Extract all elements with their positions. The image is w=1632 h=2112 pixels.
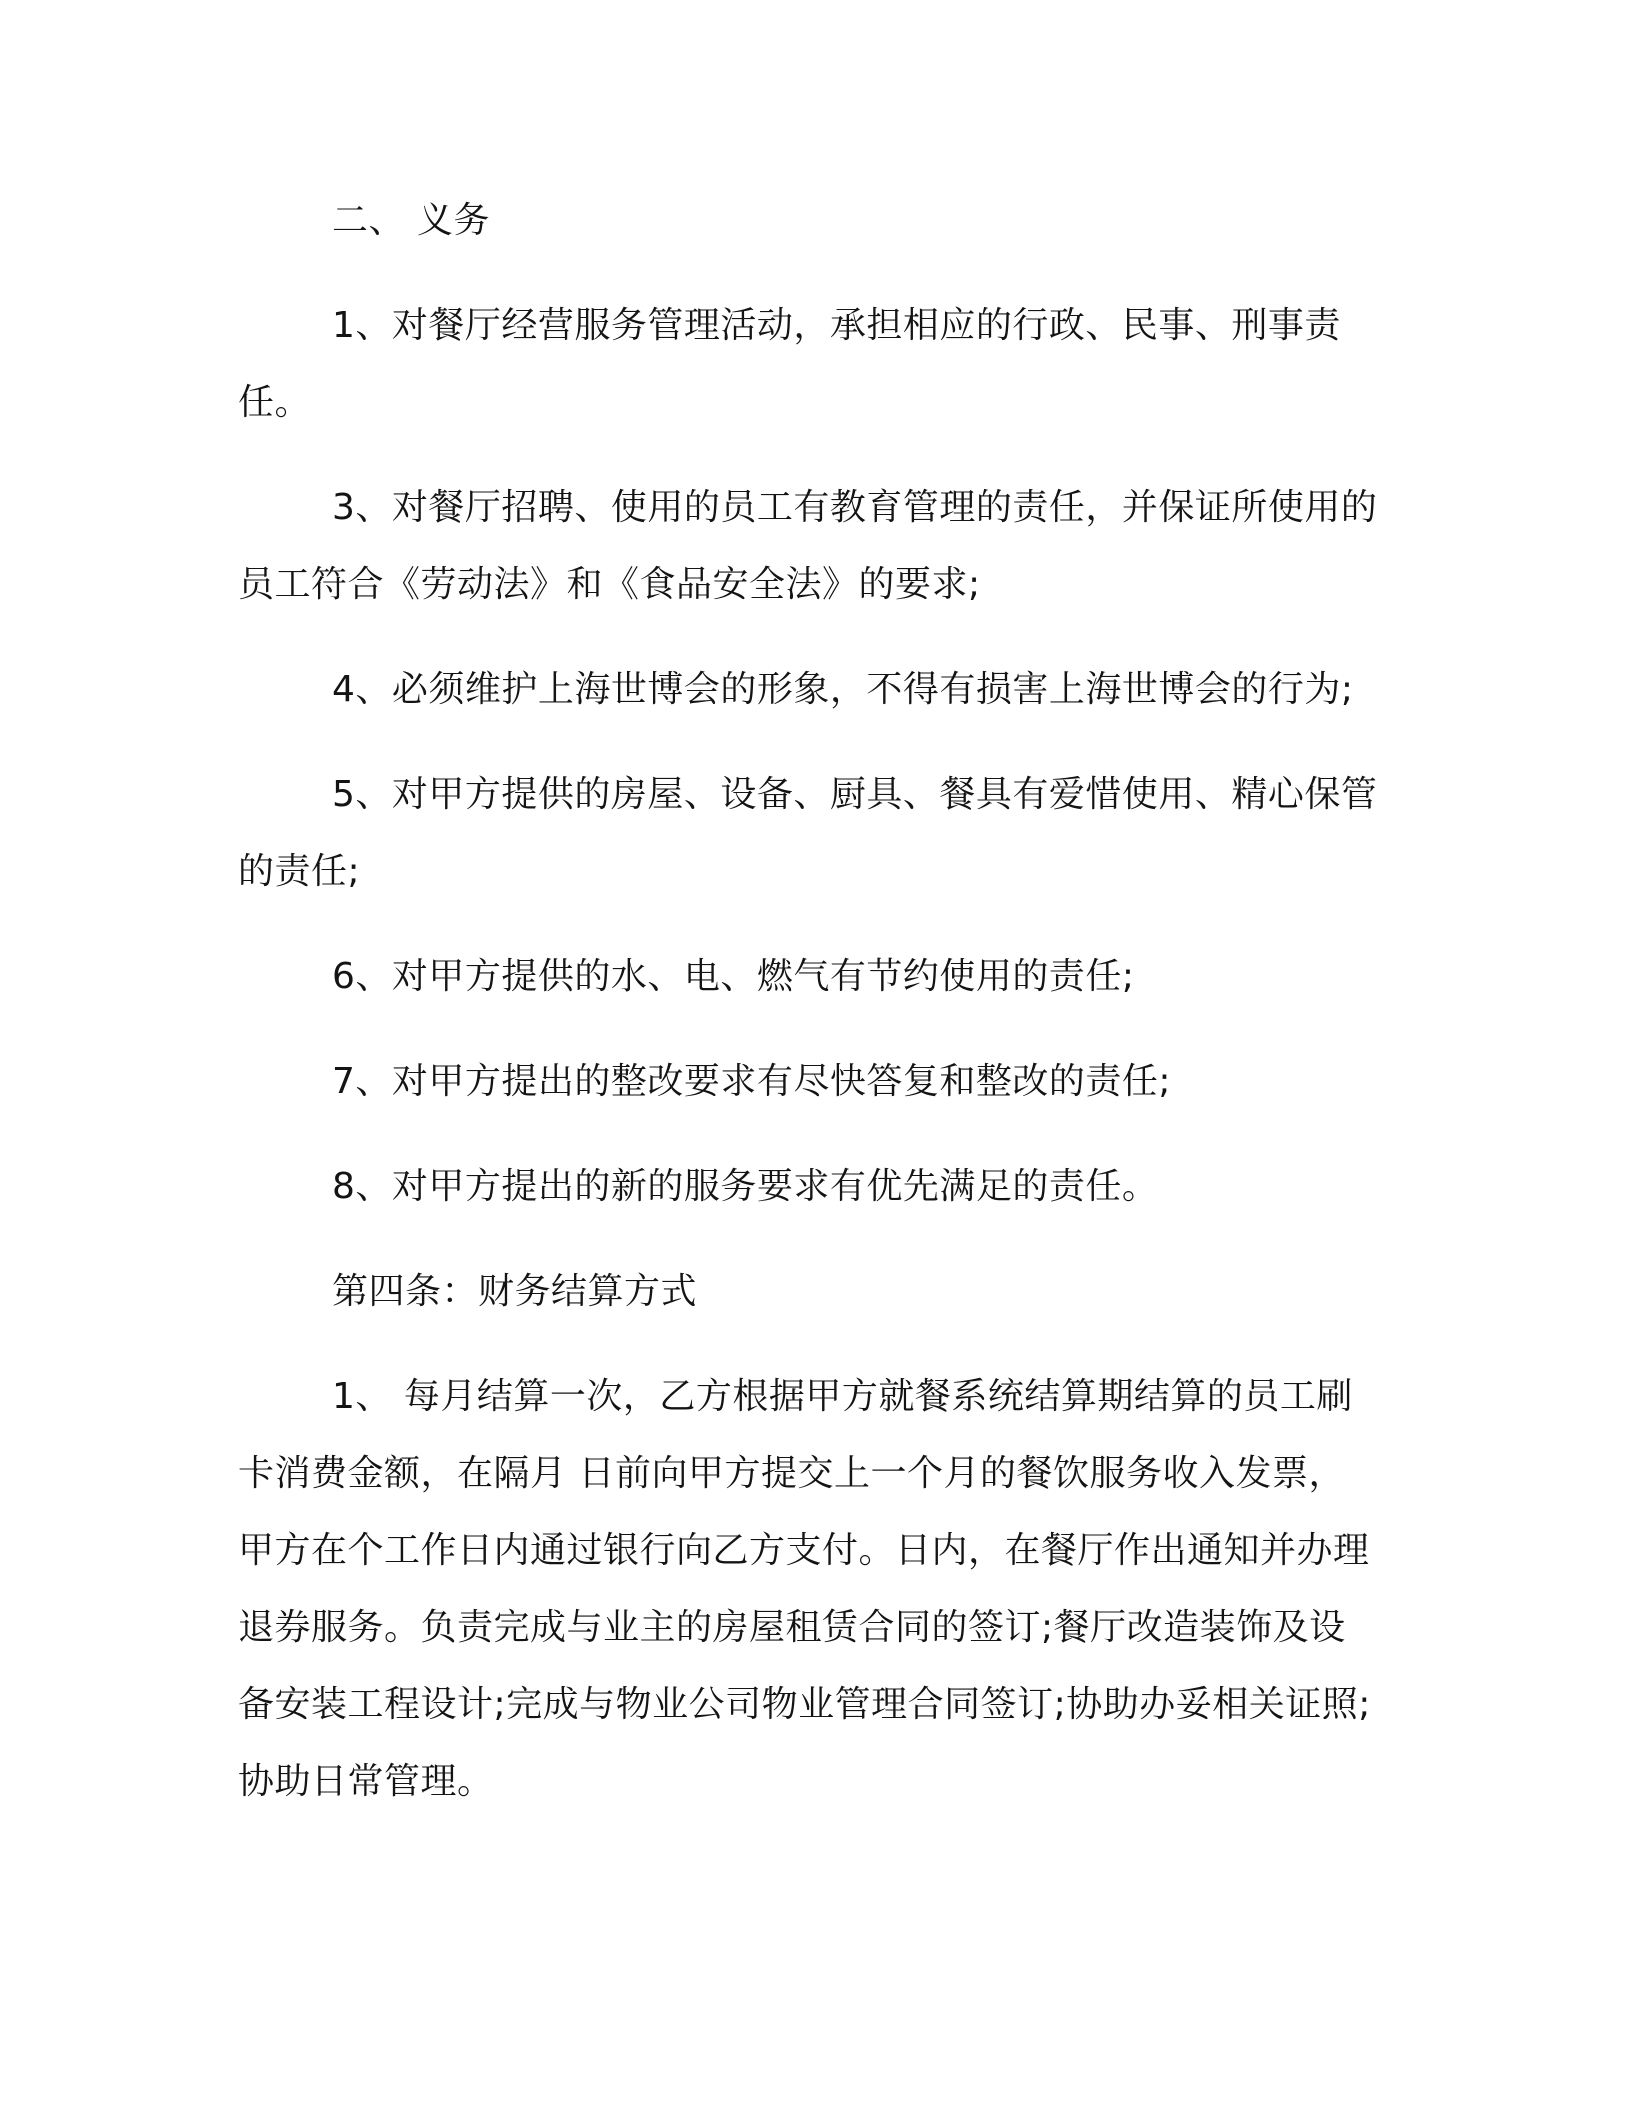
document-body [238, 182, 1378, 1848]
paragraph-item-5: 5、对甲方提供的房屋、设备、厨具、餐具有爱惜使用、精心保管的责任; [238, 774, 1378, 892]
paragraph-item-3: 3、对餐厅招聘、使用的员工有教育管理的责任，并保证所使用的员工符合《劳动法》和《食品安全法》的要求; [238, 487, 1378, 605]
paragraph-item-8: 8、对甲方提出的新的服务要求有优先满足的责任。 [332, 1166, 1159, 1207]
settlement-paragraph-1: 1、 每月结算一次，乙方根据甲方就餐系统结算期结算的员工刷卡消费金额，在隔月 日前向甲方提交上一个月的餐饮服务收入发票，甲方在个工作日内通过银行向乙方支付。日内，在餐厅作出通知并办理退券服务。负责完成与业主的房屋租赁合同的签订;餐厅改造装饰及设备安装工程设计;完成与物业公司物业管理合同签订;协助办妥相关证照;协助日常管理。 [238, 1376, 1371, 1802]
article-four-heading: 第四条：财务结算方式 [332, 1271, 698, 1312]
section-heading-obligations: 二、 义务 [332, 200, 490, 241]
paragraph-item-1: 1、对餐厅经营服务管理活动，承担相应的行政、民事、刑事责任。 [238, 305, 1341, 423]
paragraph-item-6: 6、对甲方提供的水、电、燃气有节约使用的责任; [332, 956, 1135, 997]
paragraph-item-4: 4、必须维护上海世博会的形象，不得有损害上海世博会的行为; [332, 669, 1354, 710]
paragraph-item-7: 7、对甲方提出的整改要求有尽快答复和整改的责任; [332, 1061, 1172, 1102]
